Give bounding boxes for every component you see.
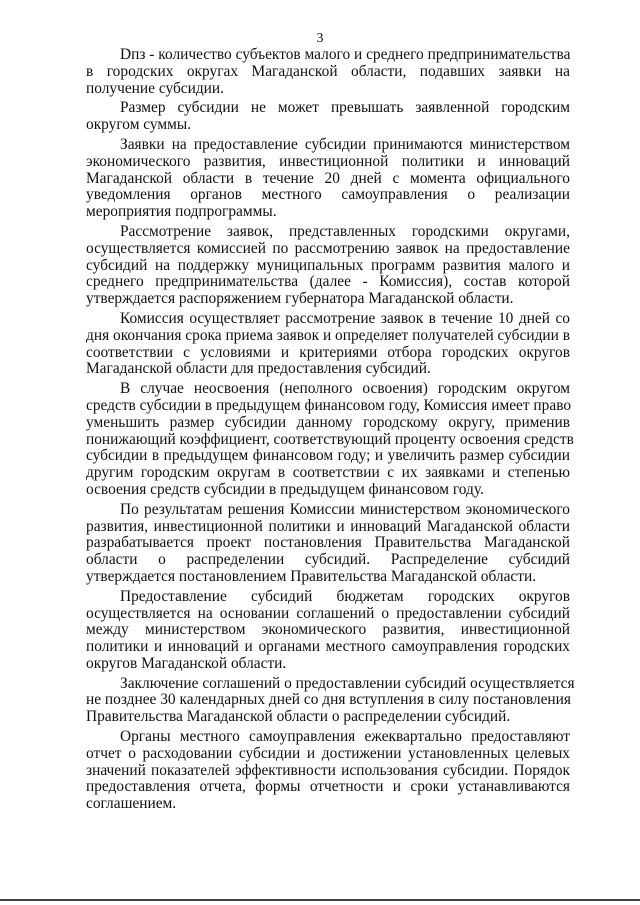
text-line: освоения средств субсидии в предыдущем финансовом году. [86, 480, 484, 498]
body-paragraph [86, 729, 570, 813]
text-line: утверждается постановлением Правительства Магаданской области. [86, 567, 537, 585]
body-paragraph [86, 380, 574, 499]
text-line: Правительства Магаданской области о распределении субсидий. [86, 708, 511, 726]
text-line: округом суммы. [86, 116, 192, 134]
text-line: соглашением. [86, 795, 177, 813]
text-line: области о распределении субсидий. Распределение субсидий [86, 551, 570, 569]
text-line: Магаданской области для предоставления субсидий. [86, 360, 431, 378]
text-line: Магаданской области в течение 20 дней с момента официального [86, 169, 570, 187]
text-line: Dпз - количество субъектов малого и среднего предпринимательства [120, 46, 571, 63]
document-body [86, 46, 575, 816]
text-line: отчет о расходовании субсидии и достижении установленных целевых [86, 744, 570, 762]
text-line: не позднее 30 календарных дней со дня вступления в силу постановления [86, 691, 571, 709]
text-line: средств субсидии в предыдущем финансовом году, Комиссия имеет право [86, 396, 572, 414]
text-line: утверждается распоряжением губернатора Магаданской области. [86, 290, 514, 308]
text-line: Комиссия осуществляет рассмотрение заявок в течение 10 дней со [120, 309, 570, 327]
page-number: 3 [316, 31, 324, 46]
text-line: Заявки на предоставление субсидии принимаются министерством [120, 135, 570, 153]
text-line: разрабатывается проект постановления Правительства Магаданской [86, 534, 570, 552]
text-line: получение субсидии. [86, 79, 224, 97]
body-paragraph [86, 100, 570, 134]
text-line: другим городским округам в соответствии с их заявками и степенью [86, 464, 570, 482]
text-line: субсидий на поддержку муниципальных программ развития малого и [86, 256, 570, 274]
text-line: соответствии с условиями и критериями отбора городских округов [86, 343, 570, 361]
body-paragraph [86, 137, 570, 221]
text-line: Предоставление субсидий бюджетам городских округов [120, 587, 570, 605]
text-line: среднего предпринимательства (далее - Комиссия), состав которой [86, 273, 570, 291]
text-line: понижающий коэффициент, соответствующий проценту освоения средств [86, 430, 574, 448]
text-line: в городских округах Магаданской области, подавших заявки на [86, 62, 570, 80]
text-line: осуществляется на основании соглашений о предоставлении субсидий [86, 604, 570, 622]
text-line: между министерством экономического развития, инвестиционной [86, 621, 570, 639]
text-line: политики и инноваций и органами местного самоуправления городских [86, 638, 570, 656]
text-line: субсидии в предыдущем финансовом году; и увеличить размер субсидии [86, 447, 570, 465]
page-bottom-edge [0, 899, 640, 901]
text-line: округов Магаданской области. [86, 654, 287, 672]
text-line: Органы местного самоуправления ежеквартально предоставляют [120, 728, 570, 746]
text-line: значений показателей эффективности использования субсидии. Порядок [86, 761, 570, 779]
text-line: уменьшить размер субсидии данному городскому округу, применив [86, 413, 570, 431]
text-line: осуществляется комиссией по рассмотрению заявок на предоставление [86, 239, 570, 257]
text-line: предоставления отчета, формы отчетности и сроки устанавливаются [86, 778, 570, 796]
text-line: Рассмотрение заявок, представленных городскими округами, [120, 222, 570, 240]
text-line: уведомления органов местного самоуправления о реализации [86, 186, 570, 204]
text-line: Размер субсидии не может превышать заявленной городским [120, 99, 570, 117]
text-line: экономического развития, инвестиционной политики и инноваций [86, 152, 570, 170]
text-line: мероприятия подпрограммы. [86, 203, 277, 221]
text-line: По результатам решения Комиссии министерством экономического [120, 500, 570, 518]
text-line: В случае неосвоения (неполного освоения) городским округом [120, 380, 570, 398]
body-paragraph [86, 224, 570, 308]
body-paragraph [86, 589, 570, 673]
body-paragraph [86, 47, 570, 97]
body-paragraph [86, 674, 575, 726]
body-paragraph [86, 502, 570, 586]
body-paragraph [86, 311, 570, 378]
text-line: дня окончания срока приема заявок и определяет получателей субсидии в [86, 326, 570, 344]
text-line: развития, инвестиционной политики и инноваций Магаданской области [86, 517, 570, 535]
text-line: Заключение соглашений о предоставлении субсидий осуществляется [120, 674, 575, 692]
